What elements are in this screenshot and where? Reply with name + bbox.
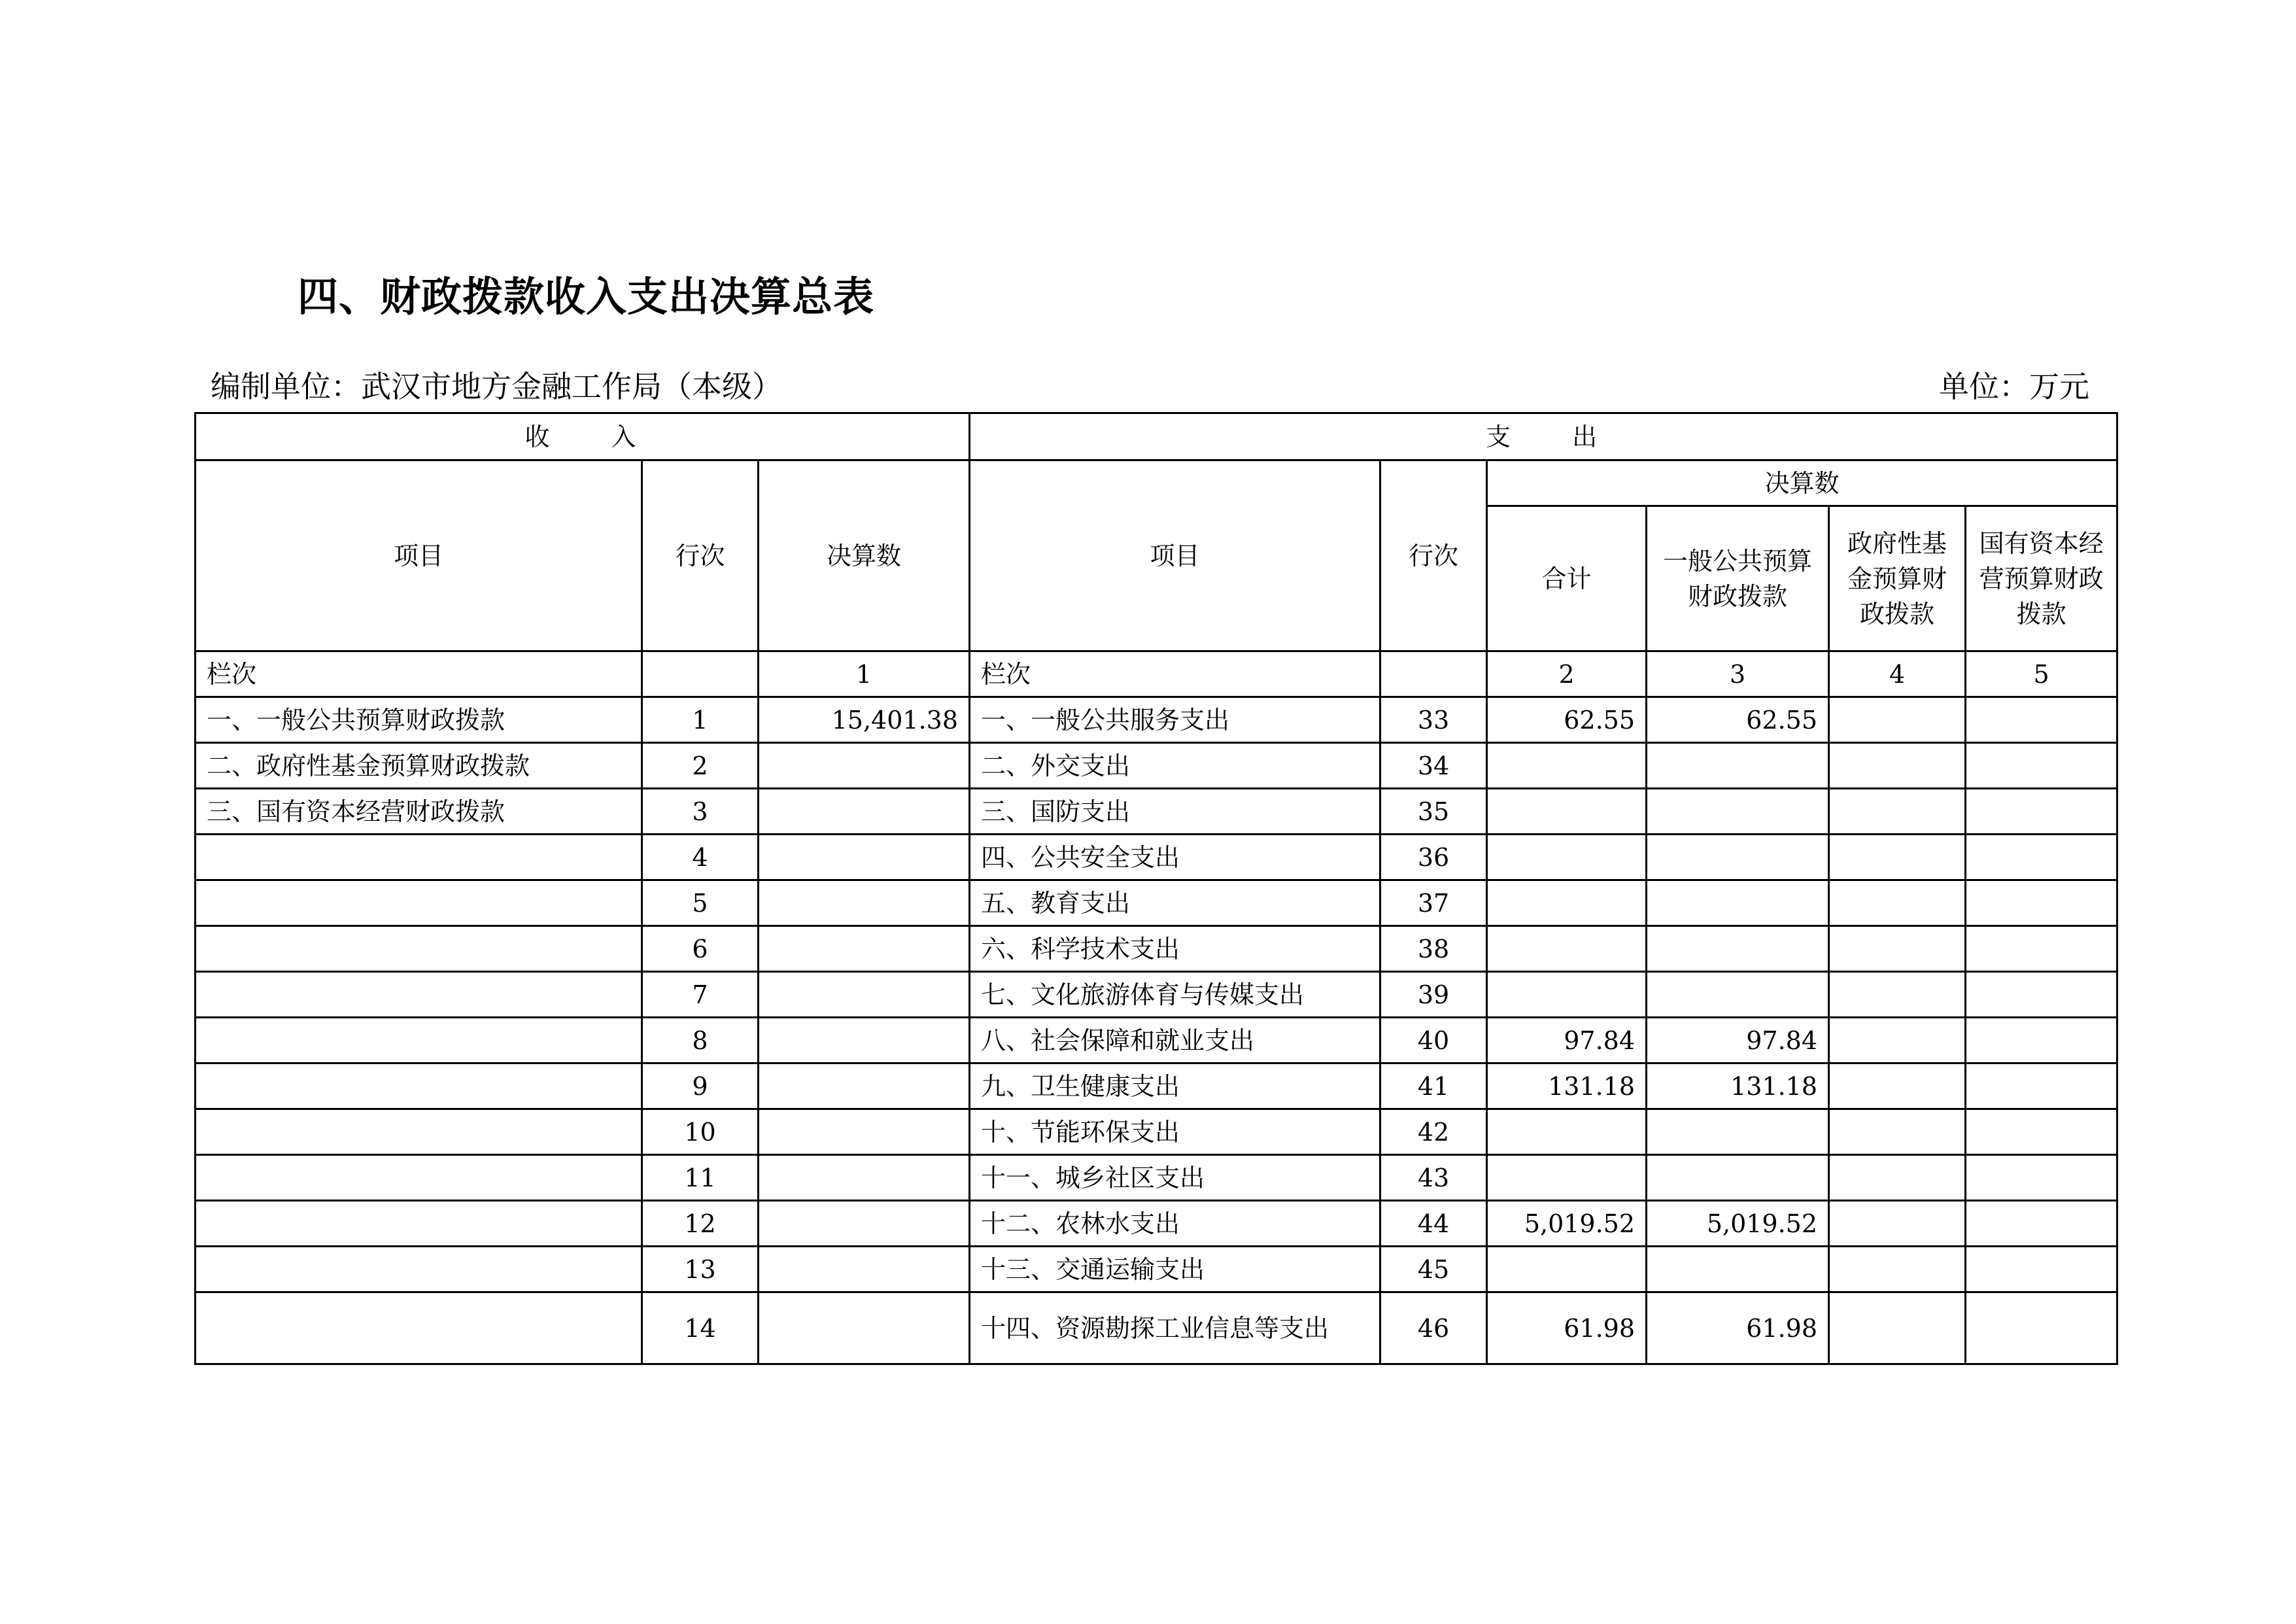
expense-item-cell: 十一、城乡社区支出 (970, 1155, 1380, 1201)
expense-state-capital-cell (1966, 926, 2117, 972)
expense-state-capital-cell (1966, 789, 2117, 835)
expense-total-cell: 61.98 (1487, 1292, 1647, 1364)
income-item-cell (196, 1292, 642, 1364)
income-amount-cell (759, 926, 970, 972)
expense-item-cell: 十、节能环保支出 (970, 1109, 1380, 1155)
income-item-header: 项目 (196, 460, 642, 651)
expense-total-cell (1487, 743, 1647, 789)
income-item-cell: 三、国有资本经营财政拨款 (196, 789, 642, 835)
col-index-5: 5 (1966, 651, 2117, 697)
expense-general-budget-cell (1647, 1247, 1829, 1292)
expense-general-budget-cell: 97.84 (1647, 1018, 1829, 1063)
expense-general-budget-cell (1647, 1109, 1829, 1155)
expense-item-cell: 五、教育支出 (970, 880, 1380, 926)
expense-gov-fund-cell (1829, 880, 1966, 926)
expense-item-cell: 一、一般公共服务支出 (970, 697, 1380, 743)
expense-line-cell: 37 (1380, 880, 1487, 926)
income-amount-cell (759, 743, 970, 789)
expense-line-cell: 40 (1380, 1018, 1487, 1063)
fiscal-appropriation-table (194, 412, 2118, 1365)
income-item-cell (196, 1109, 642, 1155)
expense-state-capital-cell (1966, 743, 2117, 789)
expense-total-cell (1487, 926, 1647, 972)
income-line-cell: 12 (642, 1201, 759, 1247)
table-row (196, 880, 2117, 926)
page-title: 四、财政拨款收入支出决算总表 (298, 273, 875, 320)
income-item-cell (196, 880, 642, 926)
expense-item-header: 项目 (970, 460, 1380, 651)
expense-state-capital-cell (1966, 880, 2117, 926)
income-amount-cell (759, 835, 970, 880)
expense-item-cell: 二、外交支出 (970, 743, 1380, 789)
expense-item-cell: 六、科学技术支出 (970, 926, 1380, 972)
expense-item-cell: 十三、交通运输支出 (970, 1247, 1380, 1292)
expense-state-capital-cell (1966, 1247, 2117, 1292)
income-item-cell (196, 1201, 642, 1247)
expense-gov-fund-cell (1829, 972, 1966, 1018)
expense-item-cell: 十二、农林水支出 (970, 1201, 1380, 1247)
expense-header: 支 出 (970, 413, 2117, 460)
expense-gov-fund-cell (1829, 697, 1966, 743)
income-line-cell: 8 (642, 1018, 759, 1063)
expense-total-cell (1487, 1155, 1647, 1201)
expense-gov-fund-cell (1829, 1109, 1966, 1155)
income-line-cell: 9 (642, 1063, 759, 1109)
income-line-cell: 1 (642, 697, 759, 743)
col-index-empty (642, 651, 759, 697)
income-item-cell: 二、政府性基金预算财政拨款 (196, 743, 642, 789)
expense-line-cell: 46 (1380, 1292, 1487, 1364)
col-index-1: 1 (759, 651, 970, 697)
expense-amount-header: 决算数 (1487, 460, 2117, 506)
income-item-cell (196, 1247, 642, 1292)
income-header: 收 入 (196, 413, 970, 460)
expense-gov-fund-cell (1829, 1247, 1966, 1292)
expense-state-capital-cell (1966, 1201, 2117, 1247)
expense-general-budget-cell (1647, 1155, 1829, 1201)
expense-line-cell: 35 (1380, 789, 1487, 835)
expense-line-cell: 38 (1380, 926, 1487, 972)
expense-state-capital-cell (1966, 1063, 2117, 1109)
expense-gov-fund-cell (1829, 1155, 1966, 1201)
col-index-label-left: 栏次 (196, 651, 642, 697)
expense-line-cell: 39 (1380, 972, 1487, 1018)
income-line-cell: 5 (642, 880, 759, 926)
expense-general-budget-cell (1647, 835, 1829, 880)
expense-item-cell: 三、国防支出 (970, 789, 1380, 835)
col-index-3: 3 (1647, 651, 1829, 697)
table-row (196, 972, 2117, 1018)
expense-general-budget-cell (1647, 880, 1829, 926)
table-row (196, 1201, 2117, 1247)
gov-fund-header: 政府性基金预算财政拨款 (1829, 506, 1966, 651)
col-index-empty (1380, 651, 1487, 697)
expense-state-capital-cell (1966, 1018, 2117, 1063)
income-item-cell (196, 1063, 642, 1109)
income-item-cell (196, 835, 642, 880)
income-amount-cell (759, 789, 970, 835)
expense-item-cell: 四、公共安全支出 (970, 835, 1380, 880)
expense-line-cell: 33 (1380, 697, 1487, 743)
expense-line-cell: 42 (1380, 1109, 1487, 1155)
income-line-cell: 10 (642, 1109, 759, 1155)
col-index-2: 2 (1487, 651, 1647, 697)
header-row-income-expense (196, 413, 2117, 460)
table-row (196, 926, 2117, 972)
expense-state-capital-cell (1966, 835, 2117, 880)
income-amount-header: 决算数 (759, 460, 970, 651)
expense-gov-fund-cell (1829, 1018, 1966, 1063)
expense-line-cell: 36 (1380, 835, 1487, 880)
expense-item-cell: 十四、资源勘探工业信息等支出 (970, 1292, 1380, 1364)
expense-general-budget-cell (1647, 926, 1829, 972)
income-amount-cell (759, 1018, 970, 1063)
income-amount-cell (759, 1292, 970, 1364)
income-item-cell (196, 1155, 642, 1201)
expense-gov-fund-cell (1829, 743, 1966, 789)
expense-state-capital-cell (1966, 1155, 2117, 1201)
income-line-cell: 11 (642, 1155, 759, 1201)
income-line-cell: 14 (642, 1292, 759, 1364)
expense-gov-fund-cell (1829, 789, 1966, 835)
expense-total-cell (1487, 1109, 1647, 1155)
expense-item-cell: 七、文化旅游体育与传媒支出 (970, 972, 1380, 1018)
expense-item-cell: 八、社会保障和就业支出 (970, 1018, 1380, 1063)
expense-general-budget-cell (1647, 972, 1829, 1018)
table-row (196, 1247, 2117, 1292)
income-line-cell: 13 (642, 1247, 759, 1292)
general-budget-header: 一般公共预算财政拨款 (1647, 506, 1829, 651)
expense-total-cell: 5,019.52 (1487, 1201, 1647, 1247)
expense-line-cell: 43 (1380, 1155, 1487, 1201)
expense-gov-fund-cell (1829, 1201, 1966, 1247)
income-amount-cell (759, 1247, 970, 1292)
table-row (196, 1018, 2117, 1063)
table-row (196, 835, 2117, 880)
expense-general-budget-cell: 5,019.52 (1647, 1201, 1829, 1247)
expense-gov-fund-cell (1829, 835, 1966, 880)
expense-total-cell: 131.18 (1487, 1063, 1647, 1109)
income-line-cell: 7 (642, 972, 759, 1018)
expense-line-header: 行次 (1380, 460, 1487, 651)
income-amount-cell: 15,401.38 (759, 697, 970, 743)
table-row (196, 743, 2117, 789)
col-index-4: 4 (1829, 651, 1966, 697)
expense-item-cell: 九、卫生健康支出 (970, 1063, 1380, 1109)
header-row-columns (196, 460, 2117, 506)
expense-general-budget-cell: 62.55 (1647, 697, 1829, 743)
expense-total-cell (1487, 1247, 1647, 1292)
expense-state-capital-cell (1966, 1109, 2117, 1155)
expense-general-budget-cell: 131.18 (1647, 1063, 1829, 1109)
income-amount-cell (759, 1109, 970, 1155)
income-amount-cell (759, 1155, 970, 1201)
expense-state-capital-cell (1966, 972, 2117, 1018)
table-row (196, 789, 2117, 835)
expense-general-budget-cell (1647, 743, 1829, 789)
total-header: 合计 (1487, 506, 1647, 651)
col-index-label-right: 栏次 (970, 651, 1380, 697)
income-item-cell: 一、一般公共预算财政拨款 (196, 697, 642, 743)
table-row (196, 1292, 2117, 1364)
currency-unit: 单位：万元 (1939, 369, 2089, 404)
income-amount-cell (759, 1201, 970, 1247)
state-capital-header: 国有资本经营预算财政拨款 (1966, 506, 2117, 651)
expense-line-cell: 34 (1380, 743, 1487, 789)
expense-total-cell (1487, 880, 1647, 926)
income-amount-cell (759, 880, 970, 926)
expense-total-cell (1487, 972, 1647, 1018)
income-item-cell (196, 926, 642, 972)
column-index-row (196, 651, 2117, 697)
income-amount-cell (759, 1063, 970, 1109)
income-line-cell: 6 (642, 926, 759, 972)
expense-line-cell: 41 (1380, 1063, 1487, 1109)
expense-total-cell (1487, 789, 1647, 835)
expense-general-budget-cell: 61.98 (1647, 1292, 1829, 1364)
table-row (196, 1063, 2117, 1109)
income-line-cell: 3 (642, 789, 759, 835)
income-line-cell: 2 (642, 743, 759, 789)
expense-line-cell: 44 (1380, 1201, 1487, 1247)
table-row (196, 697, 2117, 743)
expense-total-cell: 62.55 (1487, 697, 1647, 743)
expense-state-capital-cell (1966, 697, 2117, 743)
expense-total-cell: 97.84 (1487, 1018, 1647, 1063)
expense-gov-fund-cell (1829, 1063, 1966, 1109)
income-line-cell: 4 (642, 835, 759, 880)
expense-general-budget-cell (1647, 789, 1829, 835)
income-item-cell (196, 972, 642, 1018)
expense-total-cell (1487, 835, 1647, 880)
expense-gov-fund-cell (1829, 926, 1966, 972)
table-row (196, 1109, 2117, 1155)
compiling-unit: 编制单位：武汉市地方金融工作局（本级） (211, 369, 782, 404)
income-amount-cell (759, 972, 970, 1018)
income-item-cell (196, 1018, 642, 1063)
income-line-header: 行次 (642, 460, 759, 651)
expense-line-cell: 45 (1380, 1247, 1487, 1292)
expense-gov-fund-cell (1829, 1292, 1966, 1364)
table-row (196, 1155, 2117, 1201)
expense-state-capital-cell (1966, 1292, 2117, 1364)
